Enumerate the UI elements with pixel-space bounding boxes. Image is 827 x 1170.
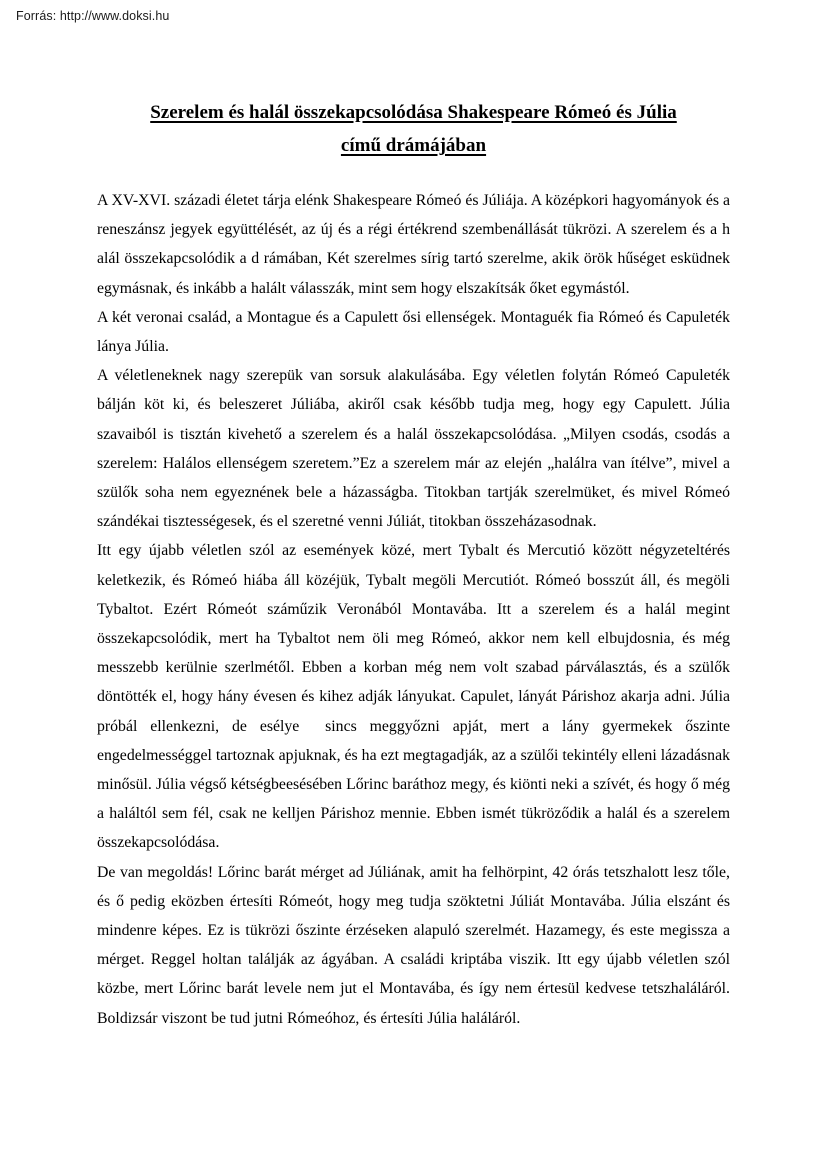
page-title-line-1: Szerelem és halál összekapcsolódása Shakespeare Rómeó és Júlia bbox=[150, 102, 677, 123]
body-paragraph-3: A véletleneknek nagy szerepük van sorsuk alakulásába. Egy véletlen folytán Rómeó Capuleték bálján köt ki, és beleszeret Júliába, akiről csak később tudja meg, hogy egy Capulett. Júlia szavaiból is tisztán kivehető a szerelem és a halál összekapcsolódása. „Milyen csodás, csodás a szerelem: Halálos ellenségem szeretem.”Ez a szerelem már az elején „halálra van ítélve”, mivel a szülők soha nem egyeznének bele a házasságba. Titokban tartják szerelmüket, és mivel Rómeó szándékai tisztességesek, és el szeretné venni Júliát, titokban összeházasodnak. bbox=[97, 367, 734, 531]
body-paragraph-4: Itt egy újabb véletlen szól az események közé, mert Tybalt és Mercutió között négyzeteltérés keletkezik, és Rómeó hiába áll közéjük, Tybalt megöli Mercutiót. Rómeó bosszút áll, és megöli Tybaltot. Ezért Rómeót száműzik Veronából Montavába. Itt a szerelem és a halál megint összekapcsolódik, mert ha Tybaltot nem öli meg Rómeó, akkor nem kell elbujdosnia, és még messzebb kerülnie szerlmétől. Ebben a korban még nem volt szabad párválasztás, és a szülők döntötték el, hogy hány évesen és kihez adják lányukat. Capulet, lányát Párishoz akarja adni. Júlia próbál ellenkezni, de esélye sincs meggyőzni apját, mert a lány gyermekek őszinte engedelmességgel tartoznak apjuknak, és ha ezt megtagadják, az a szülői tekintély elleni lázadásnak minősül. Júlia végső kétségbeesésében Lőrinc baráthoz megy, és kiönti neki a szívét, és hogy ő még a haláltól sem fél, csak ne kelljen Párishoz mennie. Ebben ismét tükröződik a halál és a szerelem összekapcsolódása. bbox=[97, 542, 734, 852]
page-title bbox=[97, 96, 730, 162]
body-paragraph-1: A XV-XVI. századi életet tárja elénk Shakespeare Rómeó és Júliája. A középkori hagyományok és a reneszánsz jegyek együttélését, az új és a régi értékrend szembenállását tükrözi. A szerelem és a h alál összekapcsolódik a d rámában, Két szerelmes sírig tartó szerelme, akik örök hűséget esküdnek egymásnak, és inkább a halált válasszák, mint sem hogy elszakítsák őket egymástól. bbox=[97, 192, 734, 297]
document-content bbox=[97, 96, 734, 1033]
body-paragraph-2: A két veronai család, a Montague és a Capulett ősi ellenségek. Montaguék fia Rómeó és Capuleték lánya Júlia. bbox=[97, 308, 734, 356]
source-url-header: Forrás: http://www.doksi.hu bbox=[16, 9, 170, 23]
body-paragraph-5: De van megoldás! Lőrinc barát mérget ad Júliának, amit ha felhörpint, 42 órás tetszhalott lesz tőle, és ő pedig eközben értesíti Rómeót, hogy meg tudja szöktetni Júliát Montavába. Júlia elszánt és mindenre képes. Ez is tükrözi őszinte érzéseken alapuló szerelmét. Hazamegy, és este megissza a mérget. Reggel holtan találják az ágyában. A családi kriptába viszik. Itt egy újabb véletlen szól közbe, mert Lőrinc barát levele nem jut el Montavába, és így nem értesül kedvese tetszhaláláról. Boldizsár viszont be tud jutni Rómeóhoz, és értesíti Júlia haláláról. bbox=[97, 863, 734, 1027]
page-title-line-2: című drámájában bbox=[340, 135, 487, 156]
